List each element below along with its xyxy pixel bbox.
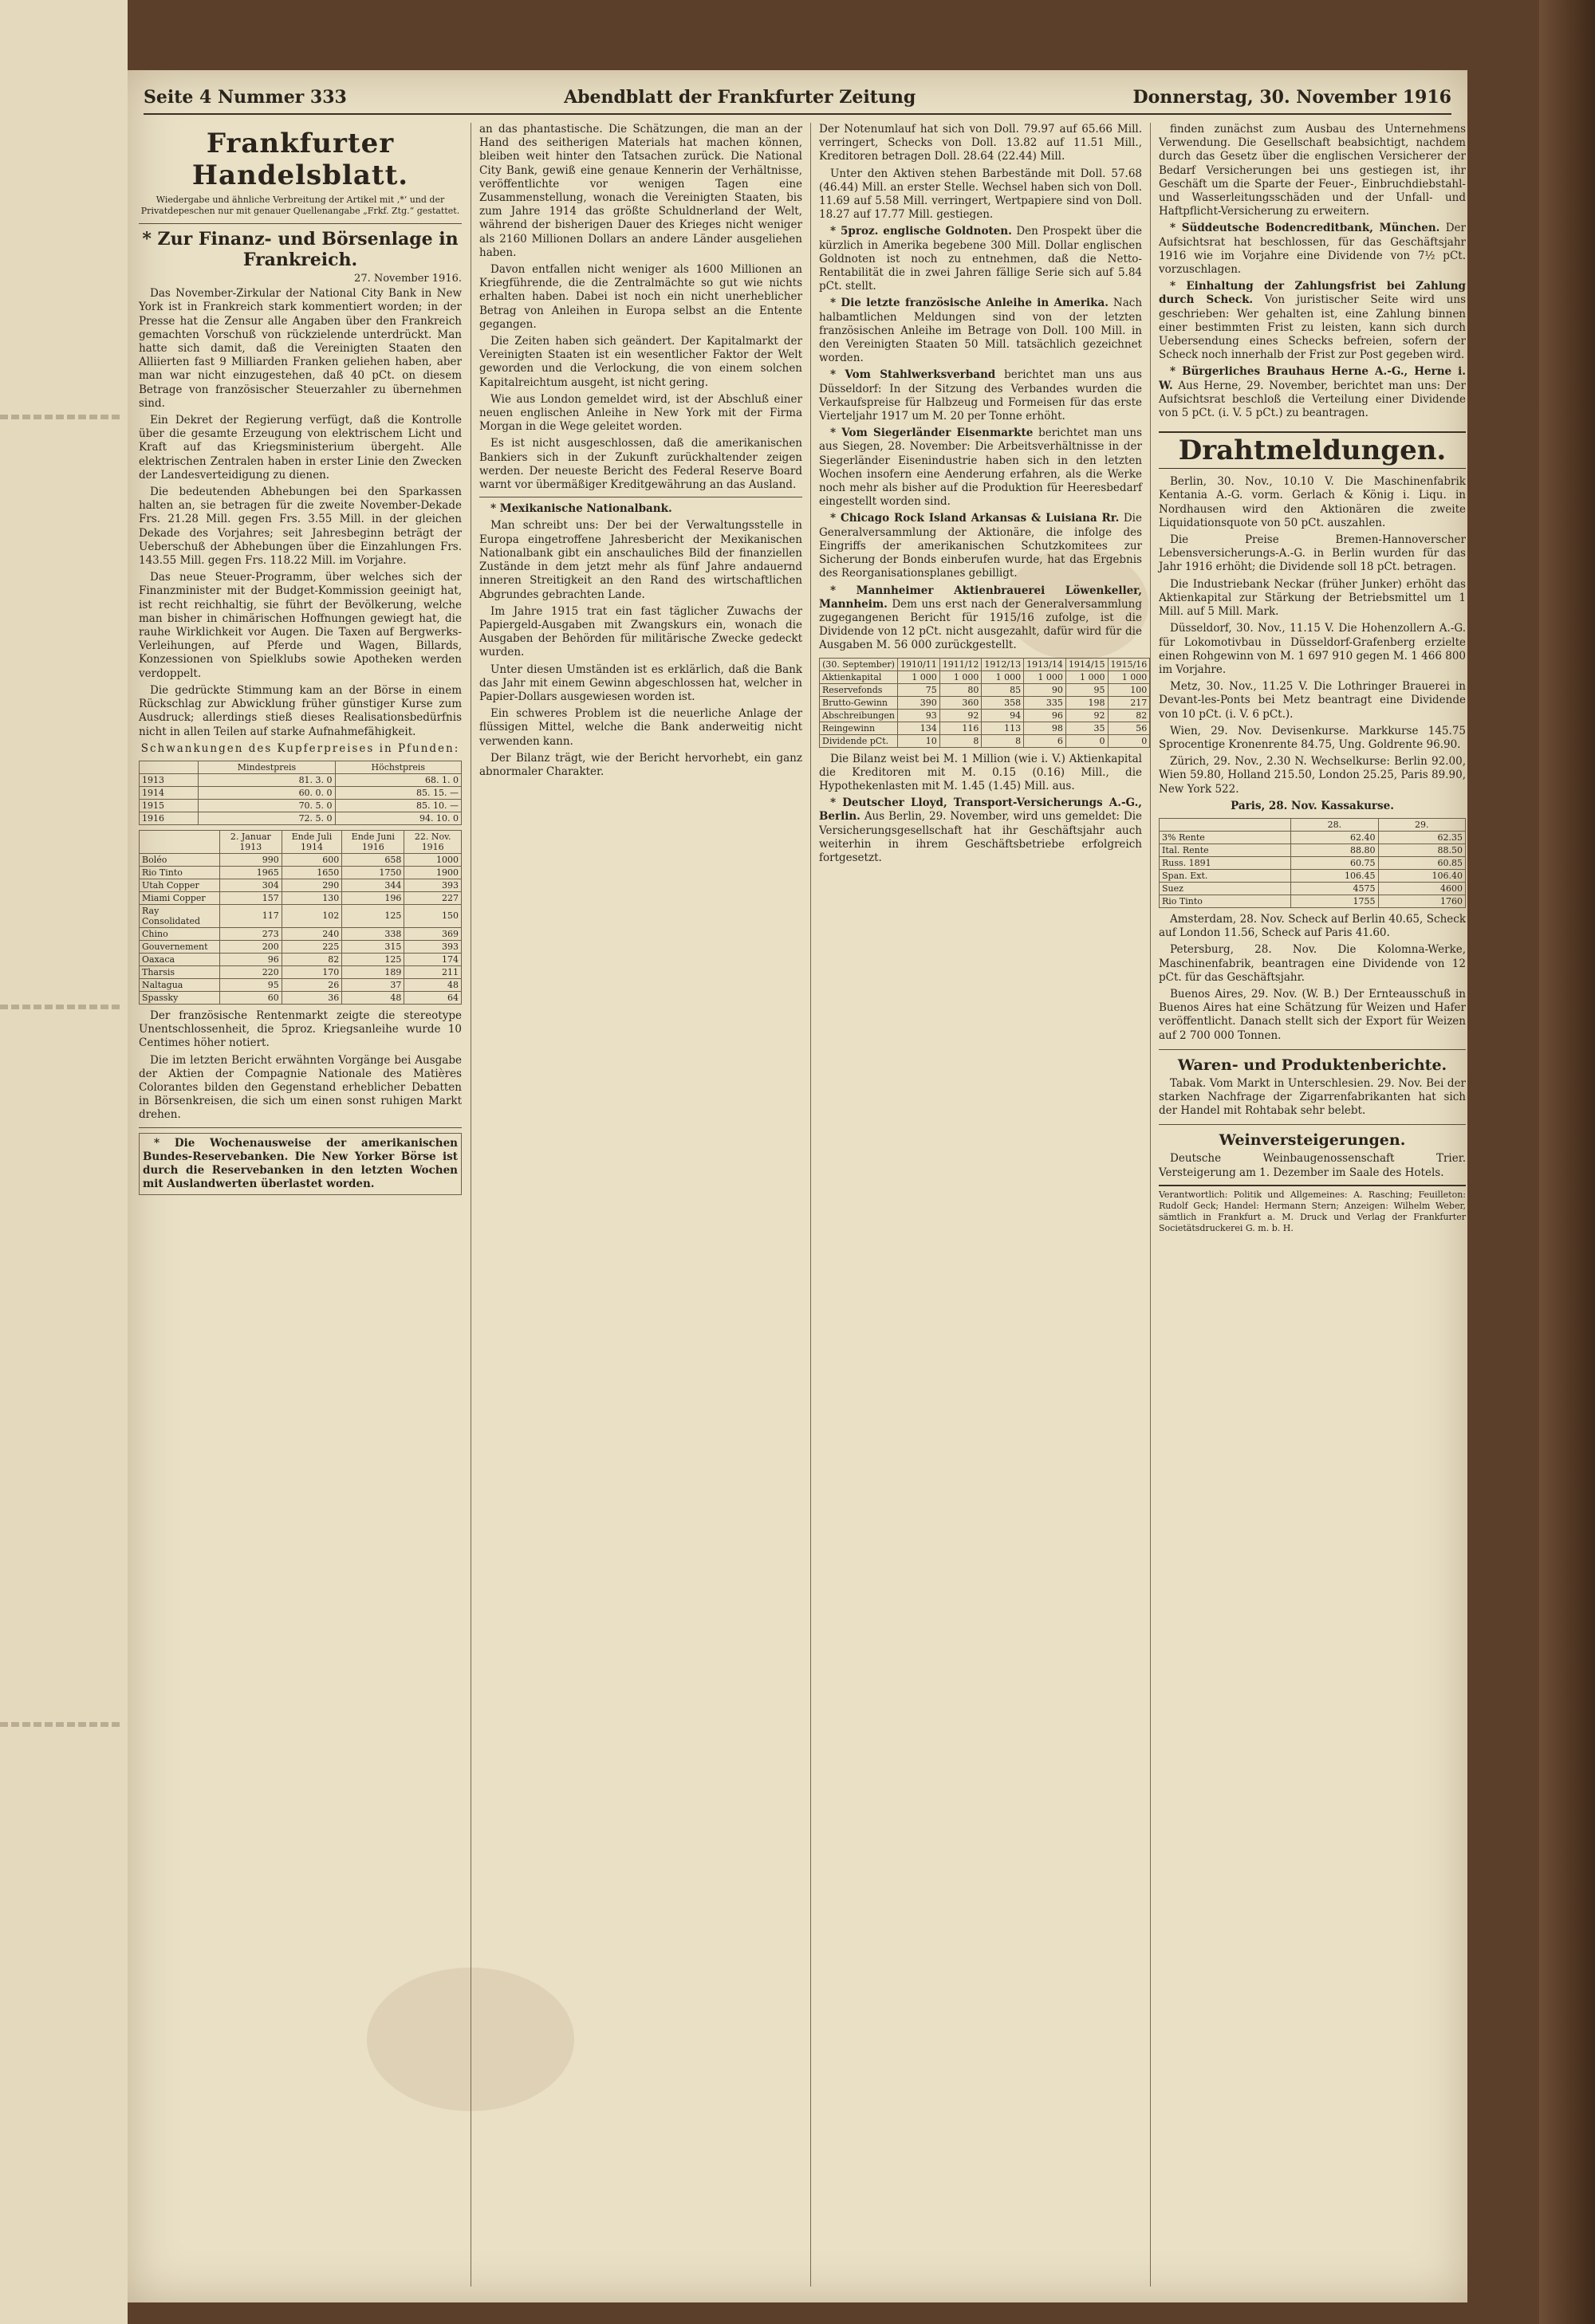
news-item-title: * Einhaltung der Zahlungsfrist bei Zahlung durch Scheck.: [1159, 280, 1466, 307]
table-cell: Boléo: [140, 853, 220, 866]
table-cell: 1 000: [982, 670, 1024, 683]
table-cell: Naltagua: [140, 978, 220, 991]
table-row: [140, 991, 462, 1004]
margin-mark: [0, 1722, 120, 1727]
brewery-results-table: [819, 658, 1150, 748]
table-header-cell: 2. Januar 1913: [219, 830, 282, 853]
table-cell: Brutto-Gewinn: [820, 696, 898, 709]
table-cell: Utah Copper: [140, 879, 220, 891]
article-paragraph: Der Notenumlauf hat sich von Doll. 79.97 auf 65.66 Mill. verringert, Schecks von Doll. 13.82 auf 11.51 Mill., Kreditoren betragen Doll. 28.64 (22.44) Mill.: [819, 123, 1142, 163]
table-cell: 72. 5. 0: [199, 812, 335, 824]
table-cell: 6: [1024, 734, 1066, 747]
table-cell: 130: [282, 891, 342, 904]
boxed-notice: * Die Wochenausweise der amerikanischen Bundes-Reservebanken. Die New Yorker Börse ist durch die Reservebanken in den letzten Wochen mit Auslandwerten überlastet worden.: [139, 1133, 462, 1196]
table-row: [820, 709, 1150, 722]
article-paragraph: Der französische Rentenmarkt zeigte die stereotype Unentschlossenheit, die 5proz. Kriegsanleihe wurde 10 Centimes höher notiert.: [139, 1009, 462, 1050]
news-item-text: Die Generalversammlung der Aktionäre, die infolge des Eingriffs der amerikanischen Schutzkomitees zur Sicherung der Bonds einberufen wurde, hat das Ergebnis des Reorganisationsplanes gebilligt.: [819, 512, 1142, 580]
table-row: [140, 927, 462, 940]
article-paragraph: Die im letzten Bericht erwähnten Vorgänge bei Ausgabe der Aktien der Compagnie Nationale des Matières Colorantes bilden den Gegenstand erheblicher Debatten in Börsenkreisen, die sich um einen sonst ruhigen Markt drehen.: [139, 1053, 462, 1122]
wire-report: Die Industriebank Neckar (früher Junker) erhöht das Aktienkapital zur Stärkung der Betriebsmittel um 1 Mill. auf 5 Mill. Mark.: [1159, 577, 1466, 619]
table-cell: 102: [282, 904, 342, 927]
table-cell: 0: [1108, 734, 1150, 747]
newspaper-page: [128, 70, 1467, 2302]
news-item-title: * Mannheimer Aktienbrauerei Löwenkeller, Mannheim.: [819, 584, 1142, 611]
table-cell: 196: [342, 891, 404, 904]
news-item: [819, 796, 1142, 865]
article-paragraph: Die Zeiten haben sich geändert. Der Kapitalmarkt der Vereinigten Staaten ist ein wesentlicher Faktor der Welt geworden und die Verlockung, die von einem solchen Kapitalreichtum ausgeht, ist nicht gering.: [479, 335, 802, 389]
article-paragraph: Unter den Aktiven stehen Barbestände mit Doll. 57.68 (46.44) Mill. an erster Stelle. Wechsel haben sich von Doll. 11.69 auf 5.58 Mill. verringert, Wertpapiere sind von Doll. 18.27 auf 17.77 Mill. gestiegen.: [819, 167, 1142, 222]
news-item-text: Der Aufsichtsrat hat beschlossen, für das Geschäftsjahr 1916 wie im Vorjahre eine Dividende von 7½ pCt. vorzuschlagen.: [1159, 222, 1466, 277]
table-cell: 92: [939, 709, 982, 722]
table-header-cell: Ende Juni 1916: [342, 830, 404, 853]
table-row: [140, 773, 462, 786]
table-cell: Miami Copper: [140, 891, 220, 904]
column-3: [810, 123, 1148, 2287]
table-cell: Abschreibungen: [820, 709, 898, 722]
table-row: [820, 696, 1150, 709]
table-cell: 217: [1108, 696, 1150, 709]
news-item: [819, 427, 1142, 509]
table-cell: 211: [404, 965, 462, 978]
table-cell: 37: [342, 978, 404, 991]
table-header-cell: 1912/13: [982, 658, 1024, 670]
table-cell: 1965: [219, 866, 282, 879]
table-cell: Suez: [1160, 882, 1291, 895]
table-cell: 150: [404, 904, 462, 927]
column-4: [1150, 123, 1466, 2287]
article-paragraph: Ein Dekret der Regierung verfügt, daß die Kontrolle über die gesamte Erzeugung von elektrischem Licht und Kraft auf das Kriegsministerium übergeht. Alle elektrischen Zentralen haben in erster Linie den Zwecken der Landesverteidigung zu dienen.: [139, 414, 462, 482]
table-cell: 338: [342, 927, 404, 940]
news-item-title: * Vom Siegerländer Eisenmarkte: [830, 427, 1034, 440]
table-header-cell: 1914/15: [1065, 658, 1108, 670]
table-cell: Rio Tinto: [1160, 895, 1291, 907]
table-cell: 990: [219, 853, 282, 866]
news-item-text: Die Bilanz weist bei M. 1 Million (wie i. V.) Aktienkapital die Kreditoren mit M. 0.15 (0.16) Mill., die Hypothekenlasten mit M. 1.45 (1.45) Mill. aus.: [819, 752, 1142, 792]
news-item-text: finden zunächst zum Ausbau des Unternehmens Verwendung. Die Gesellschaft beabsichtigt, nachdem durch das Gesetz über die englischen Versicherer der Bedarf Versicherungen bei uns gestiegen ist, ihr Geschäft um die Sparte der Feuer-, Einbruchdiebstahl- und Wasserleitungsschäden und der Unfall- und Haftpflicht-Versicherung zu erweitern.: [1159, 123, 1466, 218]
table-cell: 88.50: [1378, 843, 1465, 856]
wire-report: Die Preise Bremen-Hannoverscher Lebensversicherungs-A.-G. in Berlin wurden für das Jahr 1916 erhöht; die Dividende soll 18 pCt. betragen.: [1159, 533, 1466, 574]
news-item-text: Petersburg, 28. Nov. Die Kolomna-Werke, Maschinenfabrik, beantragen eine Dividende von 12 pCt. für das Geschäftsjahr.: [1159, 943, 1466, 984]
wire-report: Wien, 29. Nov. Devisenkurse. Markkurse 145.75 Sprocentige Kronenrente 84.75, Ung. Goldrente 96.90.: [1159, 724, 1466, 751]
table-row: [140, 853, 462, 866]
table-cell: 100: [1108, 683, 1150, 696]
table-row: [1160, 882, 1466, 895]
article-paragraph: Davon entfallen nicht weniger als 1600 Millionen an Kriegführende, die die Zentralmächte so gut wie nichts erhalten haben. Dabei ist noch ein nicht unerheblicher Betrag von Anleihen in Europa selbst an die Entente gegangen.: [479, 263, 802, 331]
wire-report: Berlin, 30. Nov., 10.10 V. Die Maschinenfabrik Kentania A.-G. vorm. Gerlach & König i. Liqu. in Nordhausen wird den Aktionären die zweite Liquidationsquote von 50 pCt. auszahlen.: [1159, 475, 1466, 529]
table-cell: 1760: [1378, 895, 1465, 907]
table-cell: 60.85: [1378, 856, 1465, 869]
table-row: [140, 953, 462, 965]
table-cell: 1 000: [1024, 670, 1066, 683]
table-cell: 60.75: [1291, 856, 1378, 869]
page-header: [144, 81, 1451, 115]
table-cell: 200: [219, 940, 282, 953]
table-cell: 1913: [140, 773, 199, 786]
table-cell: 95: [1065, 683, 1108, 696]
table-cell: Tharsis: [140, 965, 220, 978]
table-cell: 189: [342, 965, 404, 978]
table-row: [140, 891, 462, 904]
news-item-text: Dem uns erst nach der Generalversammlung zugegangenen Bericht für 1915/16 zufolge, ist die Dividende von 12 pCt. nicht ausgezahlt, dafür wird für die Ausgaben M. 56 000 zurückgestellt.: [819, 597, 1142, 652]
table-cell: 98: [1024, 722, 1066, 734]
newspaper-title: Abendblatt der Frankfurter Zeitung: [564, 87, 916, 108]
table-cell: 1 000: [1065, 670, 1108, 683]
table-header-cell: [1160, 818, 1291, 831]
table-cell: 290: [282, 879, 342, 891]
section-title: Drahtmeldungen.: [1159, 431, 1466, 469]
news-item-title: * Die letzte französische Anleihe in Amerika.: [830, 297, 1109, 310]
issue-date: Donnerstag, 30. November 1916: [1132, 87, 1451, 108]
section-subline: Wiedergabe und ähnliche Verbreitung der Artikel mit ‚*‘ und der Privatdepeschen nur mit genauer Quellenangabe „Frkf. Ztg.“ gestattet.: [140, 195, 460, 216]
news-item-title: * Chicago Rock Island Arkansas & Luisiana Rr.: [830, 512, 1120, 525]
column-2: [471, 123, 802, 2287]
news-item-text: berichtet man uns aus Düsseldorf: In der Sitzung des Verbandes wurden die Verkaufspreise für Halbzeug und Formeisen für das erste Vierteljahr 1917 um M. 20 per Tonne erhöht.: [819, 368, 1142, 423]
news-item-text: Von juristischer Seite wird uns geschrieben: Wer gehalten ist, eine Zahlung binnen einer bestimmten Frist zu leisten, kann sich durch Uebersendung eines Schecks befreien, sofern der Scheck noch innerhalb der Frist zur Post gegeben wird.: [1159, 293, 1466, 362]
article-paragraph: Unter diesen Umständen ist es erklärlich, daß die Bank das Jahr mit einem Gewinn abgeschlossen hat, welcher in Papier-Dollars ausgewiesen worden ist.: [479, 663, 802, 703]
news-item-text: Nach halbamtlichen Meldungen sind von der letzten französischen Anleihe im Betrage von Doll. 100 Mill. in den Vereinigten Staaten 50 Mill. tatsächlich gezeichnet worden.: [819, 297, 1143, 365]
table-cell: 1914: [140, 786, 199, 799]
table-row: [1160, 869, 1466, 882]
left-margin: [0, 0, 128, 2324]
table-cell: 1915: [140, 799, 199, 812]
table-cell: Russ. 1891: [1160, 856, 1291, 869]
table-cell: 8: [982, 734, 1024, 747]
table-cell: 85. 10. —: [335, 799, 461, 812]
article-dateline: 27. November 1916.: [354, 273, 462, 285]
book-spine: [1539, 0, 1595, 2324]
news-item: [819, 753, 1142, 794]
article-paragraph: Wie aus London gemeldet wird, ist der Abschluß einer neuen englischen Anleihe in New York mit der Firma Morgan in die Wege geleitet worden.: [479, 392, 802, 434]
news-item-text: Buenos Aires, 29. Nov. (W. B.) Der Ernteausschuß in Buenos Aires hat eine Schätzung für Weizen und Hafer veröffentlicht. Danach stellt sich der Export für Weizen auf 2 700 000 Tonnen.: [1159, 987, 1466, 1042]
table-cell: 95: [219, 978, 282, 991]
table-cell: 70. 5. 0: [199, 799, 335, 812]
table-cell: 35: [1065, 722, 1108, 734]
divider: [139, 1127, 462, 1128]
table-cell: 273: [219, 927, 282, 940]
table-cell: 82: [1108, 709, 1150, 722]
table-caption: Schwankungen des Kupferpreises in Pfunden:: [140, 741, 460, 755]
table-row: [820, 734, 1150, 747]
article-paragraph: Deutsche Weinbaugenossenschaft Trier. Versteigerung am 1. Dezember im Saale des Hotels.: [1159, 1152, 1466, 1179]
news-item: [1159, 913, 1466, 940]
table-cell: 90: [1024, 683, 1066, 696]
wire-report: Düsseldorf, 30. Nov., 11.15 V. Die Hohenzollern A.-G. für Lokomotivbau in Düsseldorf-Grafenberg erzielte einen Rohgewinn von M. 1 697 910 gegen M. 1 466 800 im Vorjahre.: [1159, 622, 1466, 676]
table-cell: 81. 3. 0: [199, 773, 335, 786]
news-item: [1159, 222, 1466, 277]
table-cell: 92: [1065, 709, 1108, 722]
table-header-cell: Höchstpreis: [335, 761, 461, 773]
news-item: [1159, 988, 1466, 1043]
article-paragraph: an das phantastische. Die Schätzungen, die man an der Hand des seitherigen Materials hat machen können, bleiben weit hinter den Tatsachen zurück. Die National City Bank, gewiß eine genaue Kennerin der Verhältnisse, veröffentlichte vor wenigen Tagen eine Zusammenstellung, wonach die Vereinigten Staaten, bis zum Jahre 1914 das größte Schuldnerland der Welt, während der bisherigen Dauer des Krieges nicht weniger als 2160 Millionen Dollars an andere Länder ausgeliehen haben.: [479, 123, 802, 259]
news-item-title: * Süddeutsche Bodencreditbank, München.: [1170, 222, 1440, 235]
table-cell: 116: [939, 722, 982, 734]
table-row: [820, 683, 1150, 696]
table-row: [1160, 856, 1466, 869]
table-cell: 360: [939, 696, 982, 709]
table-cell: 1755: [1291, 895, 1378, 907]
table-cell: 106.45: [1291, 869, 1378, 882]
wire-report: Metz, 30. Nov., 11.25 V. Die Lothringer Brauerei in Devant-les-Ponts bei Metz beantragt eine Dividende von 10 pCt. (i. V. 6 pCt.).: [1159, 680, 1466, 721]
table-header-cell: 28.: [1291, 818, 1378, 831]
table-cell: 64: [404, 991, 462, 1004]
table-cell: 3% Rente: [1160, 831, 1291, 843]
table-row: [140, 812, 462, 824]
table-cell: Ital. Rente: [1160, 843, 1291, 856]
table-cell: 157: [219, 891, 282, 904]
article-paragraph: Die bedeutenden Abhebungen bei den Sparkassen halten an, sie betragen für die zweite November-Dekade Frs. 21.28 Mill. gegen Frs. 3.55 Mill. in der gleichen Dekade des Vorjahres; seit Jahresbeginn beträgt der Ueberschuß der Abhebungen über die Einzahlungen Frs. 143.55 Mill. gegen Frs. 118.22 Mill. im Vorjahre.: [139, 486, 462, 568]
news-item: [1159, 280, 1466, 362]
table-cell: 0: [1065, 734, 1108, 747]
table-row: [140, 965, 462, 978]
section-title: Waren- und Produktenberichte.: [1159, 1049, 1466, 1075]
table-cell: Reingewinn: [820, 722, 898, 734]
table-header-cell: 1913/14: [1024, 658, 1066, 670]
table-cell: 68. 1. 0: [335, 773, 461, 786]
table-cell: 1750: [342, 866, 404, 879]
table-cell: 56: [1108, 722, 1150, 734]
article-paragraph: Im Jahre 1915 trat ein fast täglicher Zuwachs der Papiergeld-Ausgaben mit Zwangskurs ein, wonach die Ausgaben der Behörden für militärische Zwecke gedeckt wurden.: [479, 604, 802, 659]
table-cell: 8: [939, 734, 982, 747]
table-cell: 48: [342, 991, 404, 1004]
table-header-cell: 1911/12: [939, 658, 982, 670]
table-cell: 1000: [404, 853, 462, 866]
table-row: [820, 670, 1150, 683]
table-row: [140, 879, 462, 891]
table-header-cell: 1910/11: [898, 658, 940, 670]
table-row: [140, 799, 462, 812]
article-title: * Zur Finanz- und Börsenlage in Frankreich.: [139, 223, 462, 270]
table-row: [1160, 843, 1466, 856]
table-cell: 600: [282, 853, 342, 866]
table-cell: 36: [282, 991, 342, 1004]
article-paragraph: Der Bilanz trägt, wie der Bericht hervorhebt, ein ganz abnormaler Charakter.: [479, 751, 802, 778]
table-cell: Reservefonds: [820, 683, 898, 696]
news-item-text: Aus Herne, 29. November, berichtet man uns: Der Aufsichtsrat beschloß die Verteilung einer Dividende von 5 pCt. (i. V. 5 pCt.) zu beantragen.: [1159, 379, 1467, 420]
table-cell: 94: [982, 709, 1024, 722]
news-item-title: * Deutscher Lloyd, Transport-Versicherungs A.-G., Berlin.: [819, 796, 1142, 824]
table-cell: Oaxaca: [140, 953, 220, 965]
table-cell: 198: [1065, 696, 1108, 709]
table-cell: 304: [219, 879, 282, 891]
table-cell: 80: [939, 683, 982, 696]
table-cell: Ray Consolidated: [140, 904, 220, 927]
table-cell: 315: [342, 940, 404, 953]
table-row: [140, 904, 462, 927]
table-cell: 390: [898, 696, 940, 709]
table-row: [140, 978, 462, 991]
table-cell: 117: [219, 904, 282, 927]
news-item: [1159, 365, 1466, 420]
table-cell: 60: [219, 991, 282, 1004]
table-header-cell: [140, 761, 199, 773]
table-cell: Dividende pCt.: [820, 734, 898, 747]
column-1: [139, 123, 462, 2287]
table-cell: 344: [342, 879, 404, 891]
table-cell: 48: [404, 978, 462, 991]
table-cell: Chino: [140, 927, 220, 940]
section-title: Weinversteigerungen.: [1159, 1124, 1466, 1150]
table-cell: 1 000: [898, 670, 940, 683]
table-cell: 227: [404, 891, 462, 904]
table-cell: Rio Tinto: [140, 866, 220, 879]
table-header-cell: Ende Juli 1914: [282, 830, 342, 853]
table-cell: Spassky: [140, 991, 220, 1004]
table-cell: 125: [342, 904, 404, 927]
table-header-cell: Mindestpreis: [199, 761, 335, 773]
news-item: [1159, 123, 1466, 218]
article-paragraph: Es ist nicht ausgeschlossen, daß die amerikanischen Bankiers sich in der Zukunft zurückhaltender zeigen werden. Der neueste Bericht des Federal Reserve Board warnt vor übermäßiger Kreditgewährung an das Ausland.: [479, 437, 802, 492]
table-cell: 88.80: [1291, 843, 1378, 856]
news-item-title: * Bürgerliches Brauhaus Herne A.-G., Herne i. W.: [1159, 365, 1466, 392]
page-number: Seite 4 Nummer 333: [144, 87, 347, 108]
news-item-text: Aus Berlin, 29. November, wird uns gemeldet: Die Versicherungsgesellschaft hat ihr Geschäftsjahr auch weiterhin in ihrem Geschäftsbetriebe erfolgreich fortgesetzt.: [819, 810, 1143, 864]
table-cell: 96: [1024, 709, 1066, 722]
table-cell: 225: [282, 940, 342, 953]
table-cell: 4600: [1378, 882, 1465, 895]
table-cell: 658: [342, 853, 404, 866]
table-cell: 62.40: [1291, 831, 1378, 843]
table-cell: 1900: [404, 866, 462, 879]
news-item: [819, 297, 1142, 365]
news-item: [819, 584, 1142, 653]
table-cell: Span. Ext.: [1160, 869, 1291, 882]
table-cell: 60. 0. 0: [199, 786, 335, 799]
table-cell: 174: [404, 953, 462, 965]
table-cell: 93: [898, 709, 940, 722]
table-cell: 96: [219, 953, 282, 965]
copper-price-table: [139, 761, 462, 825]
table-cell: 85: [982, 683, 1024, 696]
table-cell: 1916: [140, 812, 199, 824]
table-header-cell: 1915/16: [1108, 658, 1150, 670]
table-cell: 82: [282, 953, 342, 965]
table-cell: 106.40: [1378, 869, 1465, 882]
news-item: [819, 512, 1142, 580]
article-paragraph: Tabak. Vom Markt in Unterschlesien. 29. Nov. Bei der starken Nachfrage der Zigarrenfabrikanten hat sich der Handel mit Rohtabak sehr belebt.: [1159, 1076, 1466, 1118]
table-cell: Aktienkapital: [820, 670, 898, 683]
table-row: [140, 786, 462, 799]
article-paragraph: Man schreibt uns: Der bei der Verwaltungsstelle in Europa eingetroffene Jahresbericht der Mexikanischen Nationalbank gibt ein anschauliches Bild der finanziellen Zustände in dem jetzt mehr als fünf Jahre andauernd inneren Streitigkeit an den Rand des wirtschaftlichen Abgrundes gebrachten Lande.: [479, 519, 802, 601]
table-row: [820, 722, 1150, 734]
table-caption: Paris, 28. Nov. Kassakurse.: [1231, 799, 1394, 812]
article-paragraph: Die gedrückte Stimmung kam an der Börse in einem Rückschlag zur Abwicklung früher günstiger Kurse zum Ausdruck; allerdings stieß dieses Realisationsbedürfnis nicht in allen Teilen auf starke Aufnahmefähigkeit.: [139, 683, 462, 738]
section-masthead: Frankfurter Handelsblatt.: [191, 128, 409, 191]
copper-shares-table: [139, 830, 462, 1005]
table-cell: 335: [1024, 696, 1066, 709]
table-cell: 10: [898, 734, 940, 747]
table-cell: 134: [898, 722, 940, 734]
table-cell: Gouvernement: [140, 940, 220, 953]
table-header-cell: 29.: [1378, 818, 1465, 831]
wire-report: Zürich, 29. Nov., 2.30 N. Wechselkurse: Berlin 92.00, Wien 59.80, Holland 215.50, London 25.25, Paris 89.90, New York 522.: [1159, 755, 1466, 796]
table-row: [1160, 895, 1466, 907]
table-header-cell: 22. Nov. 1916: [404, 830, 462, 853]
news-item: [1159, 943, 1466, 985]
news-item-text: Amsterdam, 28. Nov. Scheck auf Berlin 40.65, Scheck auf London 11.56, Scheck auf Paris 41.60.: [1159, 912, 1466, 940]
news-item: [819, 225, 1142, 293]
table-cell: 220: [219, 965, 282, 978]
table-cell: 4575: [1291, 882, 1378, 895]
article-title: * Mexikanische Nationalbank.: [490, 502, 672, 516]
table-cell: 26: [282, 978, 342, 991]
table-cell: 62.35: [1378, 831, 1465, 843]
margin-mark: [0, 415, 120, 419]
paris-rates-table: [1159, 818, 1466, 908]
table-cell: 75: [898, 683, 940, 696]
table-row: [140, 866, 462, 879]
table-row: [1160, 831, 1466, 843]
table-header-cell: [140, 830, 220, 853]
table-cell: 85. 15. —: [335, 786, 461, 799]
table-cell: 113: [982, 722, 1024, 734]
table-cell: 125: [342, 953, 404, 965]
table-cell: 369: [404, 927, 462, 940]
table-cell: 240: [282, 927, 342, 940]
table-cell: 170: [282, 965, 342, 978]
news-item-title: * 5proz. englische Goldnoten.: [830, 225, 1012, 238]
article-paragraph: Das November-Zirkular der National City Bank in New York ist in Frankreich stark kommentiert worden; in der Presse hat die Zensur alle Angaben über den Frankreich gemachten Vorschuß von rückzielende unterdrückt. Man hatte sich damit, daß die Vereinigten Staaten den Alliierten fast 9 Milliarden Franken geliehen haben, aber man war nicht einzugestehen, daß 40 pCt. on diesem Betrage von französischer Steuerzahler zu übernehmen sind.: [139, 287, 462, 410]
table-cell: 1 000: [939, 670, 982, 683]
table-cell: 94. 10. 0: [335, 812, 461, 824]
table-cell: 393: [404, 879, 462, 891]
news-item-text: berichtet man uns aus Siegen, 28. November: Die Arbeitsverhältnisse in der Siegerländer Eisenindustrie haben sich in den letzten Wochen insofern eine Aenderung erfahren, als die Werke noch mehr als bisher auf die Produktion für Heeresbedarf eingestellt worden sind.: [819, 427, 1142, 509]
news-item-text: Den Prospekt über die kürzlich in Amerika begebene 300 Mill. Dollar englischen Goldnoten ist noch zu entnehmen, daß die Netto-Rentabilität die in zwei Jahren fällige Serie sich auf 5.84 pCt. stellt.: [819, 225, 1143, 293]
imprint: Verantwortlich: Politik und Allgemeines: A. Rasching; Feuilleton: Rudolf Geck; Handel: Hermann Stern; Anzeigen: Wilhelm Weber, sämtlich in Frankfurt a. M. Druck und Verlag der Frankfurter Societätsdruckerei G. m. b. H.: [1159, 1185, 1466, 1234]
table-cell: 1650: [282, 866, 342, 879]
table-cell: 358: [982, 696, 1024, 709]
table-row: [140, 940, 462, 953]
table-cell: 1 000: [1108, 670, 1150, 683]
news-item-title: * Vom Stahlwerksverband: [830, 368, 996, 382]
margin-mark: [0, 1005, 120, 1009]
article-paragraph: Das neue Steuer-Programm, über welches sich der Finanzminister mit der Budget-Kommission geeinigt hat, ist recht reichhaltig, sie führt der Bevölkerung, welche man bisher in chimärischen Hoffnungen gewiegt hat, die rauhe Wirklichkeit vor Augen. Die Taxen auf Bergwerks-Verleihungen, auf Pferde und Wagen, Billards, Konzessionen von Spielklubs sowie Apotheken werden verdoppelt.: [139, 571, 462, 680]
table-header-cell: (30. September): [820, 658, 898, 670]
news-item: [819, 368, 1142, 423]
table-cell: 393: [404, 940, 462, 953]
article-paragraph: Ein schweres Problem ist die neuerliche Anlage der flüssigen Mittel, welche die Bank anderweitig nicht verwenden kann.: [479, 707, 802, 748]
